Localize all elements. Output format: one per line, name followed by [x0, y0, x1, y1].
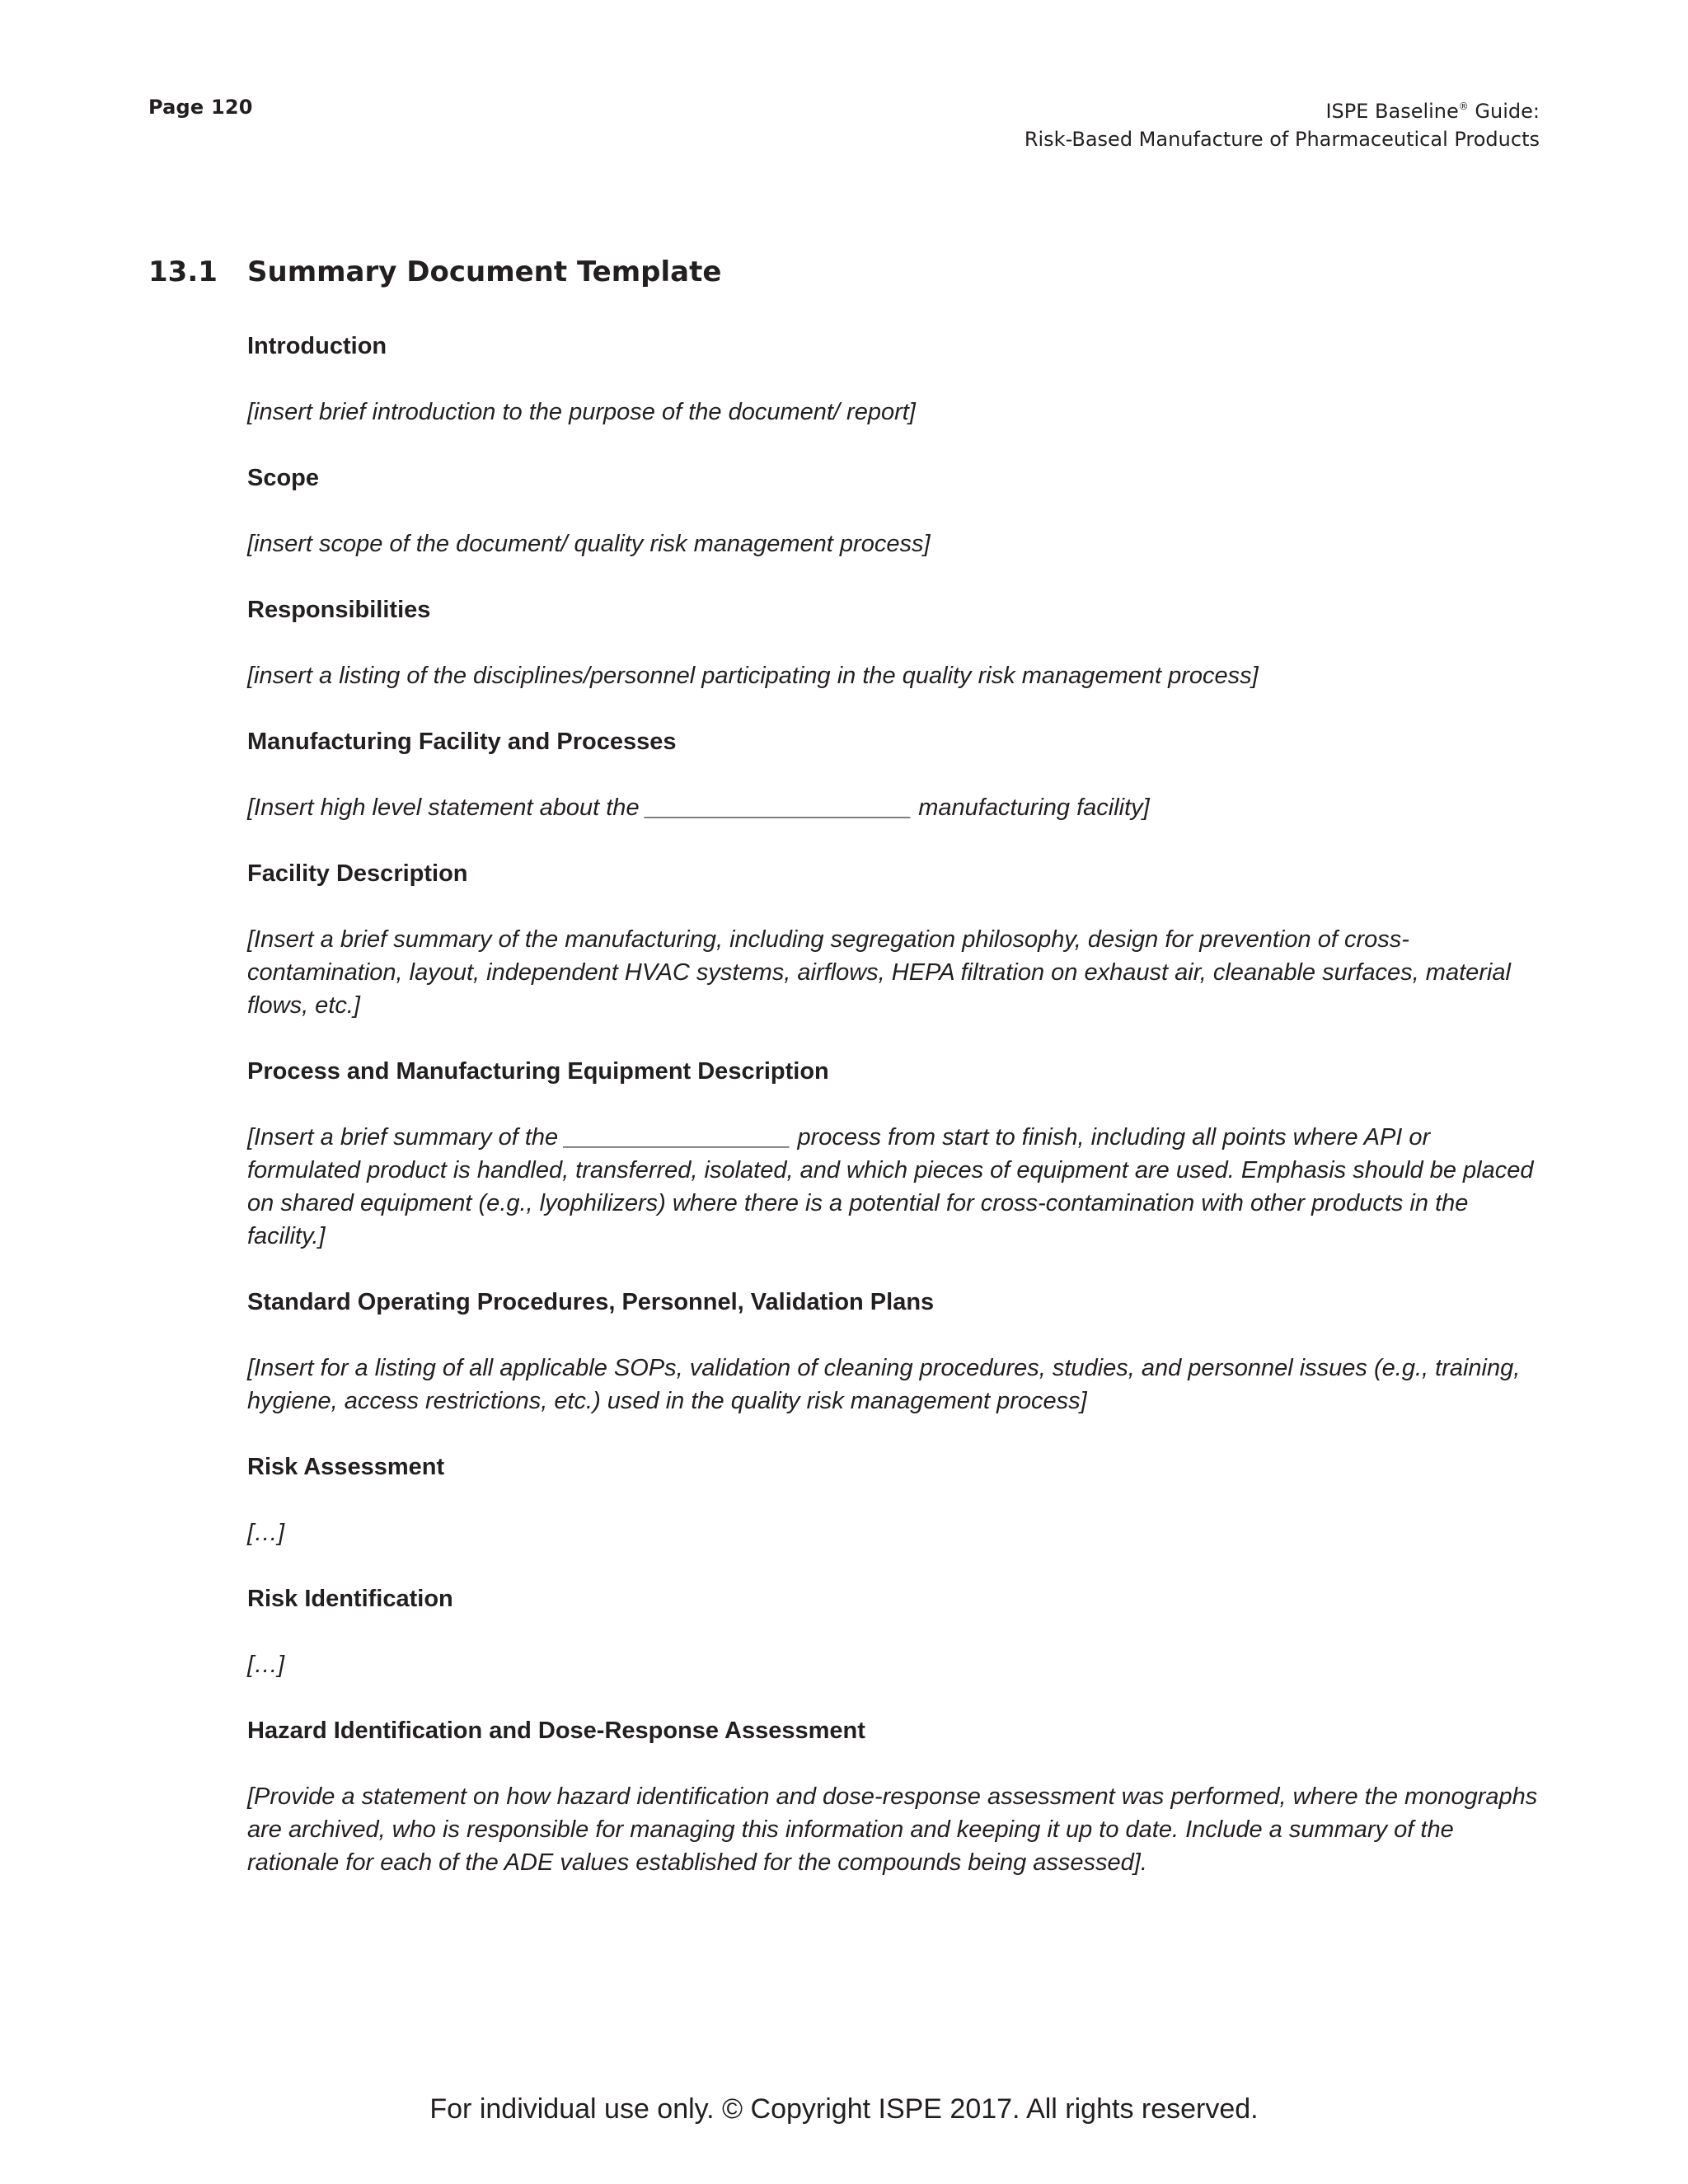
block-responsibilities [247, 593, 1541, 692]
page-number: Page 120 [148, 96, 253, 119]
section-heading [148, 255, 1541, 297]
registered-mark: ® [1458, 101, 1469, 112]
block-facility-description [247, 857, 1541, 1022]
block-heading: Hazard Identification and Dose-Response Assessment [247, 1718, 865, 1744]
block-body: [Insert high level statement about the ____________________ manufacturing facility] [247, 794, 1150, 821]
block-introduction [247, 330, 1541, 429]
block-body: [insert a listing of the disciplines/personnel participating in the quality risk management process] [247, 663, 1259, 689]
page-header [148, 92, 1540, 158]
block-scope [247, 462, 1541, 560]
block-manufacturing-facility [247, 725, 1541, 824]
block-body: [insert brief introduction to the purpose of the document/ report] [247, 399, 916, 425]
block-hazard-identification [247, 1714, 1541, 1879]
block-body: [Insert for a listing of all applicable SOPs, validation of cleaning procedures, studies, and personnel issues (e.g., training, hygiene, access restrictions, etc.) used in the quality risk management process] [247, 1355, 1521, 1414]
block-heading: Manufacturing Facility and Processes [247, 729, 677, 755]
block-body: […] [247, 1652, 285, 1678]
copyright-footer: For individual use only. © Copyright ISPE 2017. All rights reserved. [429, 2093, 1259, 2125]
guide-title-suffix: Guide: [1468, 100, 1540, 123]
guide-subtitle: Risk-Based Manufacture of Pharmaceutical Products [1024, 128, 1540, 151]
block-sops [247, 1286, 1541, 1418]
block-heading: Standard Operating Procedures, Personnel, Validation Plans [247, 1289, 935, 1315]
block-heading: Responsibilities [247, 597, 431, 623]
block-heading: Risk Identification [247, 1586, 453, 1612]
block-heading: Scope [247, 465, 320, 491]
block-heading: Risk Assessment [247, 1454, 445, 1480]
block-body: […] [247, 1520, 285, 1546]
block-risk-identification [247, 1582, 1541, 1681]
section-number: 13.1 [148, 255, 218, 288]
section-summary-template [148, 255, 1541, 1876]
block-risk-assessment [247, 1451, 1541, 1549]
block-heading: Introduction [247, 333, 387, 359]
block-heading: Facility Description [247, 860, 468, 887]
running-title [1025, 92, 1540, 153]
block-body: [insert scope of the document/ quality risk management process] [247, 531, 931, 557]
block-body: [Provide a statement on how hazard identification and dose-response assessment was performed, where the monographs are archived, who is responsible for managing this information and keeping it up to date. Include a summary of the rationale for each of the ADE values established for the compounds being assessed]. [247, 1783, 1538, 1876]
block-body: [Insert a brief summary of the _________________ process from start to finish, including all points where API or formulated product is handled, transferred, isolated, and which pieces of equipment are used. Emphasis should be placed on shared equipment (e.g., lyophilizers) where there is a potential for cross-contamination with other products in the facility.] [247, 1124, 1534, 1249]
section-title: Summary Document Template [247, 255, 722, 288]
template-blocks [247, 330, 1541, 1912]
block-heading: Process and Manufacturing Equipment Description [247, 1058, 829, 1085]
guide-title-main: ISPE Baseline [1325, 100, 1459, 123]
block-process-equipment [247, 1055, 1541, 1253]
block-body: [Insert a brief summary of the manufacturing, including segregation philosophy, design for prevention of cross-contamination, layout, independent HVAC systems, airflows, HEPA filtration on exhaust air, cleanable surfaces, material flows, etc.] [247, 926, 1511, 1019]
guide-title [1025, 92, 1540, 125]
